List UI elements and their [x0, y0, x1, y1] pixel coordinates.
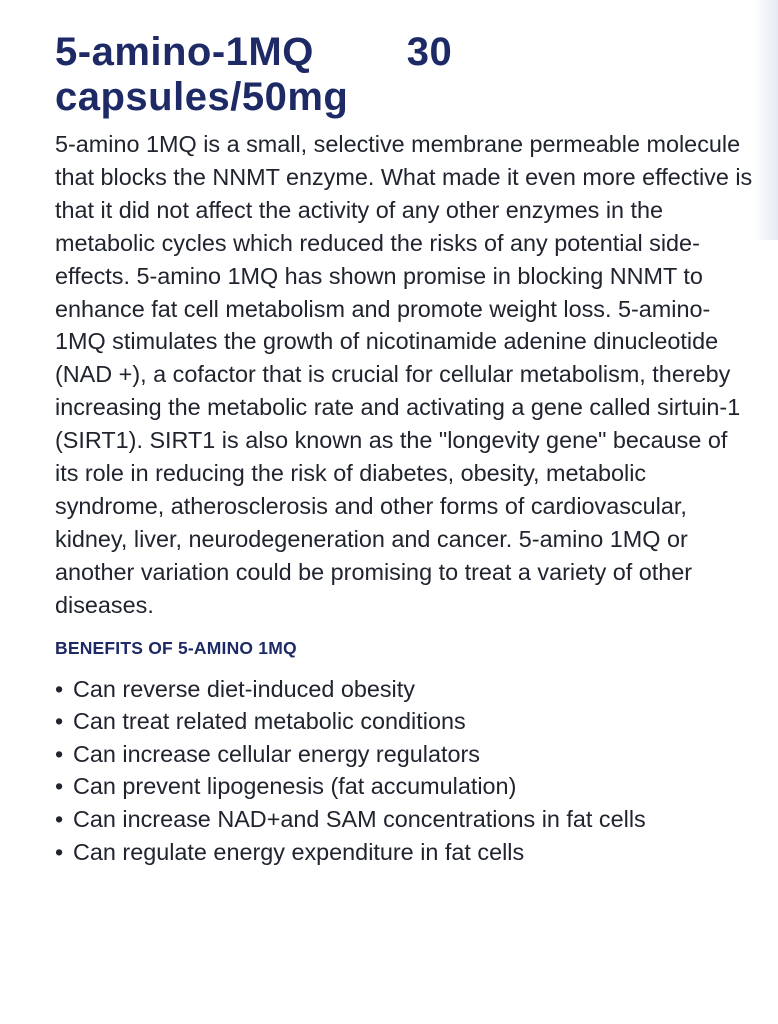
- benefit-text: Can treat related metabolic conditions: [73, 708, 466, 735]
- benefit-text: Can prevent lipogenesis (fat accumulation): [73, 773, 517, 800]
- benefits-list: [55, 673, 755, 869]
- benefits-heading: BENEFITS OF 5-AMINO 1MQ: [55, 637, 297, 658]
- bullet-icon: •: [55, 838, 64, 865]
- bullet-icon: •: [55, 740, 64, 767]
- benefit-item: [55, 770, 755, 803]
- bullet-icon: •: [55, 773, 64, 800]
- benefit-text: Can increase NAD+and SAM concentrations in fat cells: [73, 805, 646, 832]
- product-description: 5-amino 1MQ is a small, selective membrane permeable molecule that blocks the NNMT enzyme. What made it even more effective is that it did not affect the activity of any other enzymes in the metabolic cycles which reduced the risks of any potential side-effects. 5-amino 1MQ has shown promise in blocking NNMT to enhance fat cell metabolism and promote weight loss. 5-amino-1MQ stimulates the growth of nicotinamide adenine dinucleotide (NAD +), a cofactor that is crucial for cellular metabolism, thereby increasing the metabolic rate and activating a gene called sirtuin-1 (SIRT1). SIRT1 is also known as the "longevity gene" because of its role in reducing the risk of diabetes, obesity, metabolic syndrome, atherosclerosis and other forms of cardiovascular, kidney, liver, neurodegeneration and cancer. 5-amino 1MQ or another variation could be promising to treat a variety of other diseases.: [55, 131, 753, 618]
- product-title: [55, 30, 755, 120]
- bullet-icon: •: [55, 708, 64, 735]
- product-title-line-1: 5-amino-1MQ 30: [55, 30, 453, 74]
- benefit-text: Can regulate energy expenditure in fat cells: [73, 838, 525, 865]
- benefit-item: [55, 673, 755, 706]
- benefit-item: [55, 836, 755, 869]
- product-description-section: [55, 30, 755, 868]
- page-edge-shadow: [754, 0, 778, 240]
- benefit-item: [55, 738, 755, 771]
- benefit-item: [55, 803, 755, 836]
- product-title-line-2: capsules/50mg: [55, 75, 349, 119]
- benefit-text: Can reverse diet-induced obesity: [73, 675, 415, 702]
- bullet-icon: •: [55, 805, 64, 832]
- bullet-icon: •: [55, 675, 64, 702]
- benefit-text: Can increase cellular energy regulators: [73, 740, 480, 767]
- benefit-item: [55, 705, 755, 738]
